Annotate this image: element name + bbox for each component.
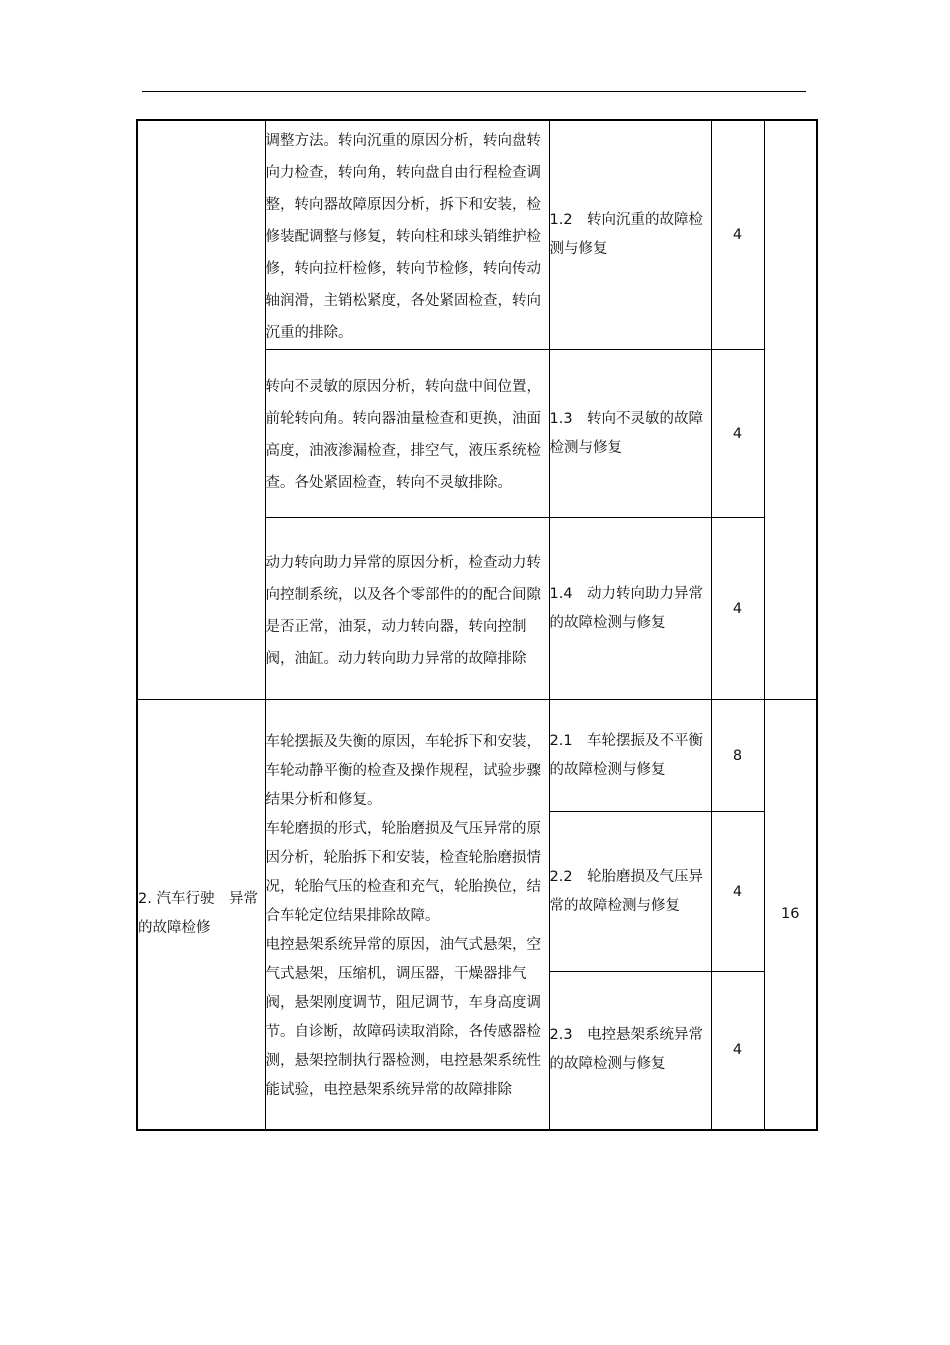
total-1-cell (764, 120, 817, 700)
subitem-2-2: 2.2 轮胎磨损及气压异常的故障检测与修复 (549, 812, 711, 972)
table-row-2-1 (137, 700, 817, 812)
content-2-2: 车轮磨损的形式，轮胎磨损及气压异常的原因分析，轮胎拆下和安装，检查轮胎磨损情况，轮胎气压的检查和充气，轮胎换位，结合车轮定位结果排除故障。 (265, 820, 541, 924)
hours-2-2: 4 (711, 812, 764, 972)
subitem-1-4: 1.4 动力转向助力异常的故障检测与修复 (549, 518, 711, 700)
hours-1-3: 4 (711, 350, 764, 518)
subitem-2-1: 2.1 车轮摆振及不平衡的故障检测与修复 (549, 700, 711, 812)
table-row-1-2 (137, 120, 817, 350)
hours-1-4: 4 (711, 518, 764, 700)
content-1-3: 转向不灵敏的原因分析，转向盘中间位置，前轮转向角。转向器油量检查和更换，油面高度，油液渗漏检查，排空气，液压系统检查。各处紧固检查，转向不灵敏排除。 (265, 350, 549, 518)
hours-1-2: 4 (711, 120, 764, 350)
subitem-2-3: 2.3 电控悬架系统异常的故障检测与修复 (549, 972, 711, 1130)
subitem-1-2: 1.2 转向沉重的故障检测与修复 (549, 120, 711, 350)
content-1-2: 调整方法。转向沉重的原因分析，转向盘转向力检查，转向角，转向盘自由行程检查调整，转向器故障原因分析，拆下和安装，检修装配调整与修复，转向柱和球头销维护检修，转向拉杆检修，转向节检修，转向传动轴润滑，主销松紧度，各处紧固检查，转向沉重的排除。 (265, 120, 549, 350)
total-module-2: 16 (764, 700, 817, 1130)
content-2-1: 车轮摆振及失衡的原因，车轮拆下和安装，车轮动静平衡的检查及操作规程，试验步骤结果分析和修复。 (265, 733, 541, 808)
subitem-1-3: 1.3 转向不灵敏的故障检测与修复 (549, 350, 711, 518)
content-module-2 (265, 700, 549, 1130)
hours-2-1: 8 (711, 700, 764, 812)
course-outline-table (136, 119, 818, 1131)
content-2-3: 电控悬架系统异常的原因，油气式悬架，空气式悬架，压缩机，调压器，干燥器排气阀，悬架刚度调节，阻尼调节，车身高度调节。自诊断，故障码读取消除，各传感器检测，悬架控制执行器检测，电控悬架系统性能试验，电控悬架系统异常的故障排除 (265, 936, 541, 1098)
module-2-title: 2. 汽车行驶 异常的故障检修 (137, 700, 265, 1130)
header-rule (142, 91, 806, 92)
content-1-4: 动力转向助力异常的原因分析，检查动力转向控制系统，以及各个零部件的的配合间隙是否正常，油泵，动力转向器，转向控制阀，油缸。动力转向助力异常的故障排除 (265, 518, 549, 700)
hours-2-3: 4 (711, 972, 764, 1130)
module-1-cell (137, 120, 265, 700)
